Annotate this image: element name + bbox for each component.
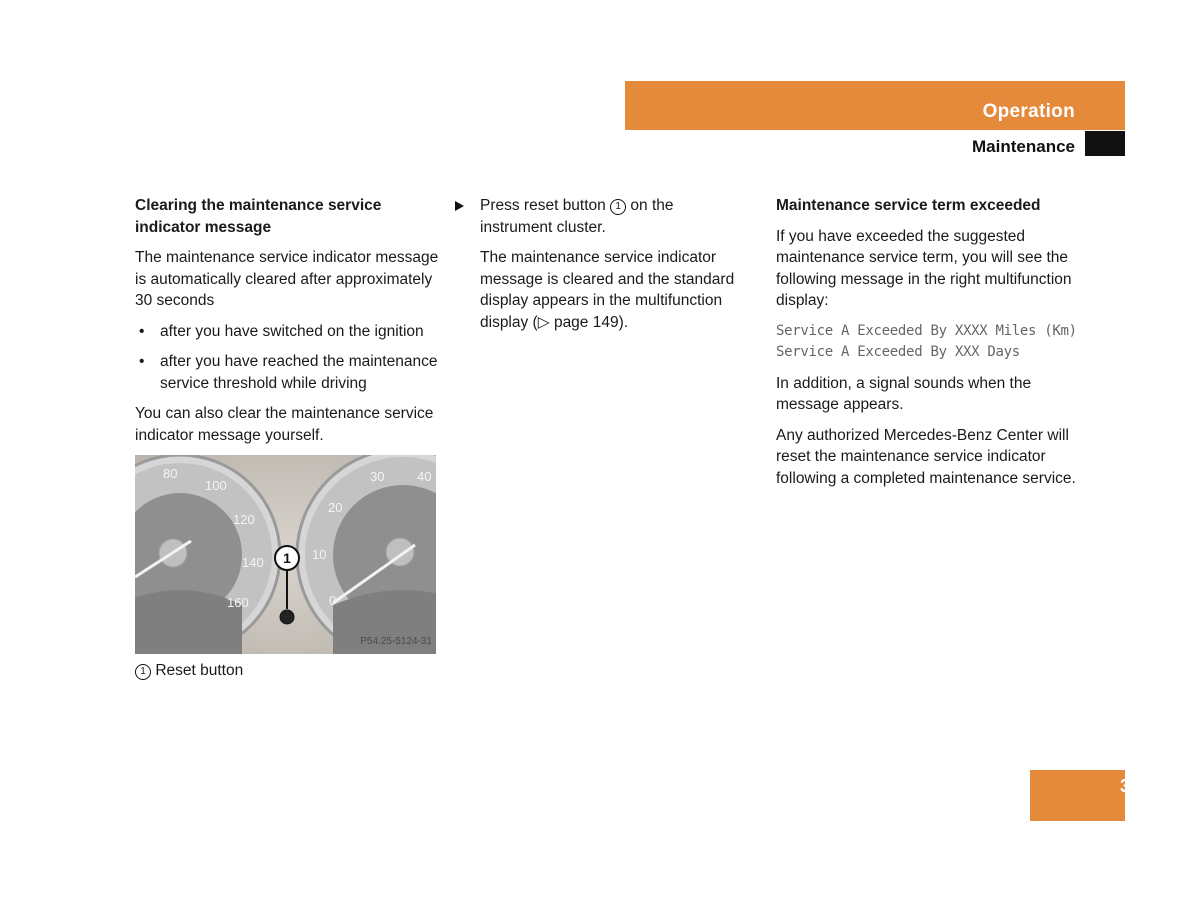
page-number: 331: [1119, 776, 1150, 796]
gauge-label: 120: [233, 512, 255, 527]
gauge-label: 100: [205, 478, 227, 493]
list-item: • after you have switched on the ignition: [135, 321, 440, 343]
gauge-label: 140: [242, 555, 264, 570]
manual-clear-text: You can also clear the maintenance service indicator message yourself.: [135, 405, 434, 444]
display-message: Service A Exceeded By XXX Days: [776, 344, 1020, 360]
step-arrow-icon: [455, 201, 464, 211]
figure-code: P54.25-5124-31: [360, 635, 432, 647]
subsection-title: Maintenance: [972, 137, 1075, 156]
reset-step: [455, 195, 745, 238]
caption-text: Reset button: [155, 662, 244, 679]
gauge-label: 10: [312, 547, 327, 562]
page-number-box: [1030, 770, 1125, 821]
gauge-label: 40: [417, 469, 432, 484]
subsection-marker: [1085, 131, 1125, 156]
display-messages: [776, 321, 1086, 364]
gauge-label: 80: [163, 466, 178, 481]
term-exceeded-heading: Maintenance service term exceeded: [776, 197, 1041, 214]
column-3: [776, 195, 1086, 498]
gauge-label: 30: [370, 469, 385, 484]
gauge-label: 160: [227, 595, 249, 610]
list-item: • after you have reached the maintenance service threshold while driving: [135, 351, 440, 394]
step-text-pre: Press reset button: [480, 197, 606, 214]
display-message: Service A Exceeded By XXXX Miles (Km): [776, 322, 1077, 339]
gauge-label: 20: [328, 500, 343, 515]
callout-number: 1: [283, 550, 291, 566]
signal-text: In addition, a signal sounds when the message appears.: [776, 374, 1032, 413]
center-reset-text: Any authorized Mercedes-Benz Center will reset the maintenance service indicator following a completed maintenance service.: [776, 426, 1076, 487]
step-text-post: on the instrument cluster.: [480, 197, 674, 236]
column-1: [135, 195, 440, 691]
gauge-label: 0: [329, 593, 337, 608]
step-result: The maintenance service indicator message is cleared and the standard display appears in the multifunction display (▷ page 149).: [480, 249, 735, 331]
term-exceeded-intro: If you have exceeded the suggested maintenance service term, you will see the following message in the right multifunction display:: [776, 227, 1072, 309]
column-2: [455, 195, 745, 342]
callout-circle: 1: [610, 199, 626, 215]
instrument-cluster-figure: [135, 455, 436, 654]
clearing-conditions-list: [135, 321, 440, 395]
callout-circle: 1: [135, 664, 151, 680]
clearing-heading: Clearing the maintenance service indicator message: [135, 197, 382, 236]
section-title: Operation: [982, 101, 1075, 122]
figure-caption: [135, 660, 440, 682]
clearing-intro: The maintenance service indicator message is automatically cleared after approximately 30 seconds: [135, 249, 439, 309]
